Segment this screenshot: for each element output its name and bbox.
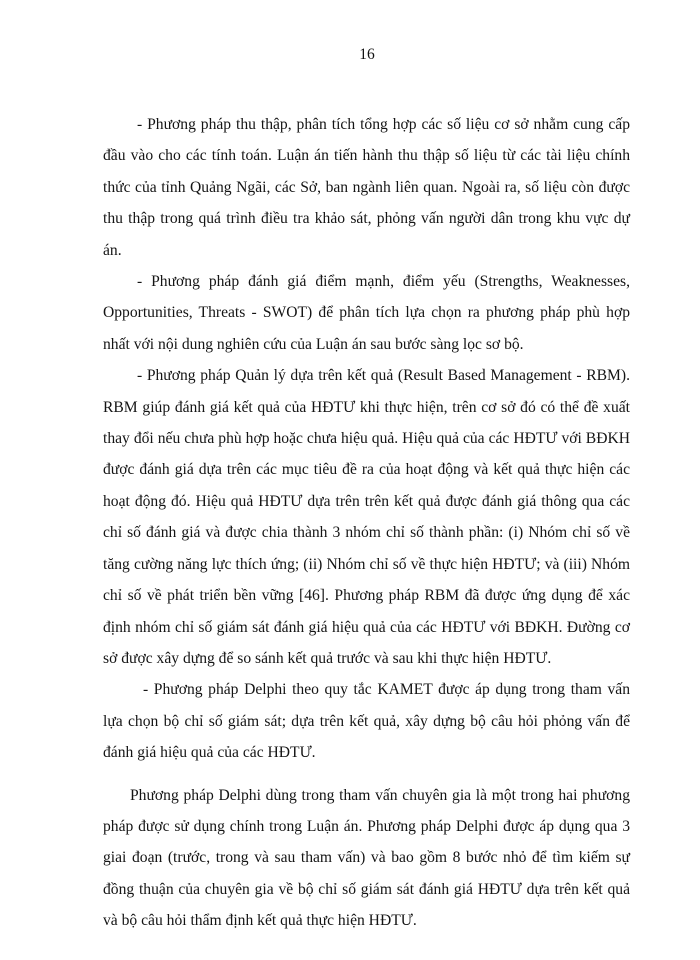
paragraph-swot-method: - Phương pháp đánh giá điểm mạnh, điểm yếu (Strengths, Weaknesses, Opportunities, Threats - SWOT) để phân tích lựa chọn ra phương pháp phù hợp nhất với nội dung nghiên cứu của Luận án sau bước sàng lọc sơ bộ.: [103, 273, 630, 353]
paragraph-data-collection-method: - Phương pháp thu thập, phân tích tổng hợp các số liệu cơ sở nhằm cung cấp đầu vào cho các tính toán. Luận án tiến hành thu thập số liệu từ các tài liệu chính thức của tỉnh Quảng Ngãi, các Sở, ban ngành liên quan. Ngoài ra, số liệu còn được thu thập trong quá trình điều tra khảo sát, phỏng vấn người dân trong khu vực dự án.: [103, 116, 630, 259]
paragraph-delphi-consultation: Phương pháp Delphi dùng trong tham vấn chuyên gia là một trong hai phương pháp được sử dụng chính trong Luận án. Phương pháp Delphi được áp dụng qua 3 giai đoạn (trước, trong và sau tham vấn) và bao gồm 8 bước nhỏ để tìm kiếm sự đồng thuận của chuyên gia về bộ chỉ số giám sát đánh giá HĐTƯ dựa trên kết quả và bộ câu hỏi thẩm định kết quả thực hiện HĐTƯ.: [103, 786, 630, 930]
body-text: [103, 109, 630, 937]
paragraph-delphi-method: - Phương pháp Delphi theo quy tắc KAMET được áp dụng trong tham vấn lựa chọn bộ chỉ số giám sát; dựa trên kết quả, xây dựng bộ câu hỏi phỏng vấn để đánh giá hiệu quả của các HĐTƯ.: [103, 681, 630, 762]
paragraph-rbm-method: - Phương pháp Quản lý dựa trên kết quả (Result Based Management - RBM). RBM giúp đánh giá kết quả của HĐTƯ khi thực hiện, trên cơ sở đó có thể đề xuất thay đổi nếu chưa phù hợp hoặc chưa hiệu quả. Hiệu quả của các HĐTƯ với BĐKH được đánh giá dựa trên các mục tiêu đề ra của hoạt động và kết quả thực hiện các hoạt động đó. Hiệu quả HĐTƯ dựa trên trên kết quả được đánh giá thông qua các chỉ số đánh giá và được chia thành 3 nhóm chỉ số thành phần: (i) Nhóm chỉ số về tăng cường năng lực thích ứng; (ii) Nhóm chỉ số về thực hiện HĐTƯ; và (iii) Nhóm chỉ số về phát triển bền vững [46]. Phương pháp RBM đã được ứng dụng để xác định nhóm chỉ số giám sát đánh giá hiệu quả của các HĐTƯ với BĐKH. Đường cơ sở được xây dựng để so sánh kết quả trước và sau khi thực hiện HĐTƯ.: [103, 367, 630, 667]
page-number: 16: [359, 46, 375, 63]
